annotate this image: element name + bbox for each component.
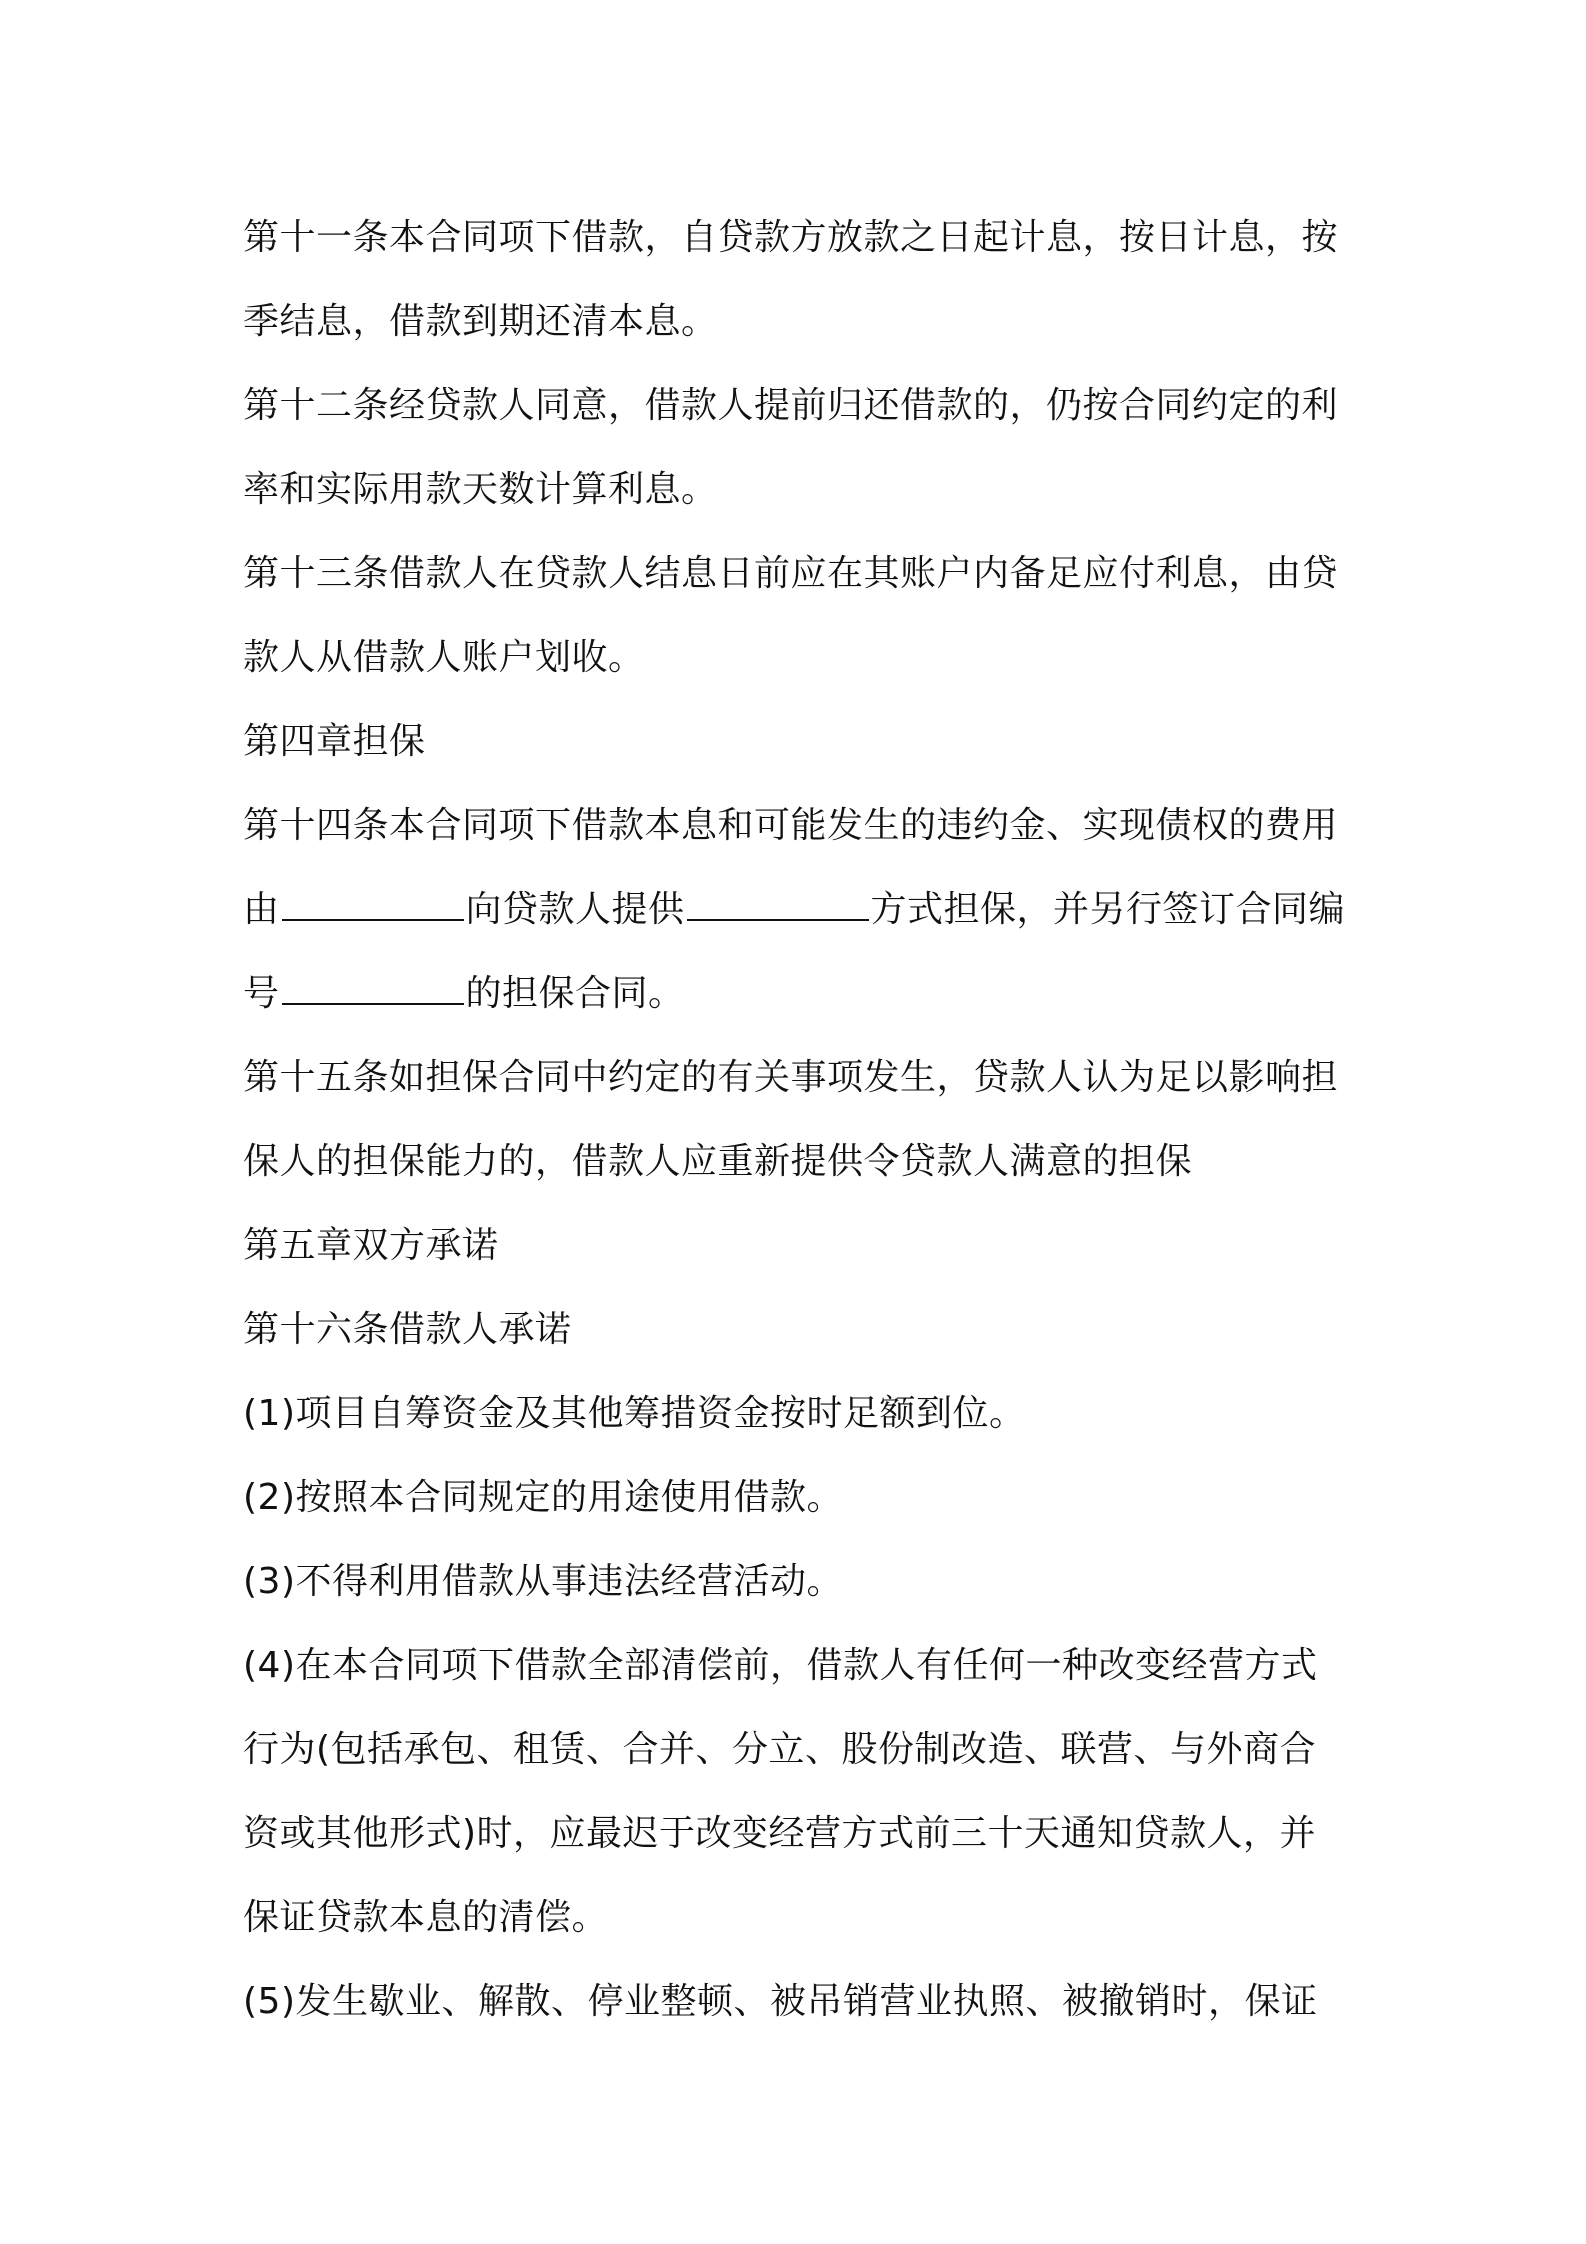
list-item: (5)发生歇业、解散、停业整顿、被吊销营业执照、被撤销时，保证 xyxy=(243,1981,1318,2022)
text-line-with-blanks xyxy=(243,952,1363,1036)
article-heading: 第十六条借款人承诺 xyxy=(243,1309,572,1350)
text-line: 保证贷款本息的清偿。 xyxy=(243,1897,609,1938)
text-line: 保人的担保能力的，借款人应重新提供令贷款人满意的担保 xyxy=(243,1141,1193,1182)
blank-field xyxy=(687,889,869,921)
text-line: 季结息，借款到期还清本息。 xyxy=(243,301,718,342)
text-line: 第十四条本合同项下借款本息和可能发生的违约金、实现债权的费用 xyxy=(243,805,1339,846)
list-item: (4)在本合同项下借款全部清偿前，借款人有任何一种改变经营方式 xyxy=(243,1645,1318,1686)
chapter-heading: 第四章担保 xyxy=(243,721,426,762)
blank-field xyxy=(282,889,464,921)
text-line: 款人从借款人账户划收。 xyxy=(243,637,645,678)
text-line: 第十一条本合同项下借款，自贷款方放款之日起计息，按日计息，按 xyxy=(243,217,1339,258)
text-line: 行为(包括承包、租赁、合并、分立、股份制改造、联营、与外商合 xyxy=(243,1729,1317,1770)
text-line: 率和实际用款天数计算利息。 xyxy=(243,469,718,510)
text-segment: 方式担保，并另行签订合同编 xyxy=(870,889,1346,930)
text-line: 第十二条经贷款人同意，借款人提前归还借款的，仍按合同约定的利 xyxy=(243,385,1339,426)
document-body xyxy=(243,196,1363,2044)
text-line: 第十五条如担保合同中约定的有关事项发生，贷款人认为足以影响担 xyxy=(243,1057,1339,1098)
text-segment: 向贷款人提供 xyxy=(465,889,685,930)
list-item: (3)不得利用借款从事违法经营活动。 xyxy=(243,1561,843,1602)
text-segment: 号 xyxy=(243,973,280,1014)
text-segment: 的担保合同。 xyxy=(465,973,685,1014)
chapter-heading: 第五章双方承诺 xyxy=(243,1225,499,1266)
text-line: 第十三条借款人在贷款人结息日前应在其账户内备足应付利息，由贷 xyxy=(243,553,1339,594)
blank-field xyxy=(282,973,464,1005)
list-item: (1)项目自筹资金及其他筹措资金按时足额到位。 xyxy=(243,1393,1026,1434)
text-line-with-blanks xyxy=(243,868,1363,952)
list-item: (2)按照本合同规定的用途使用借款。 xyxy=(243,1477,843,1518)
text-line: 资或其他形式)时，应最迟于改变经营方式前三十天通知贷款人，并 xyxy=(243,1813,1317,1854)
text-segment: 由 xyxy=(243,889,280,930)
